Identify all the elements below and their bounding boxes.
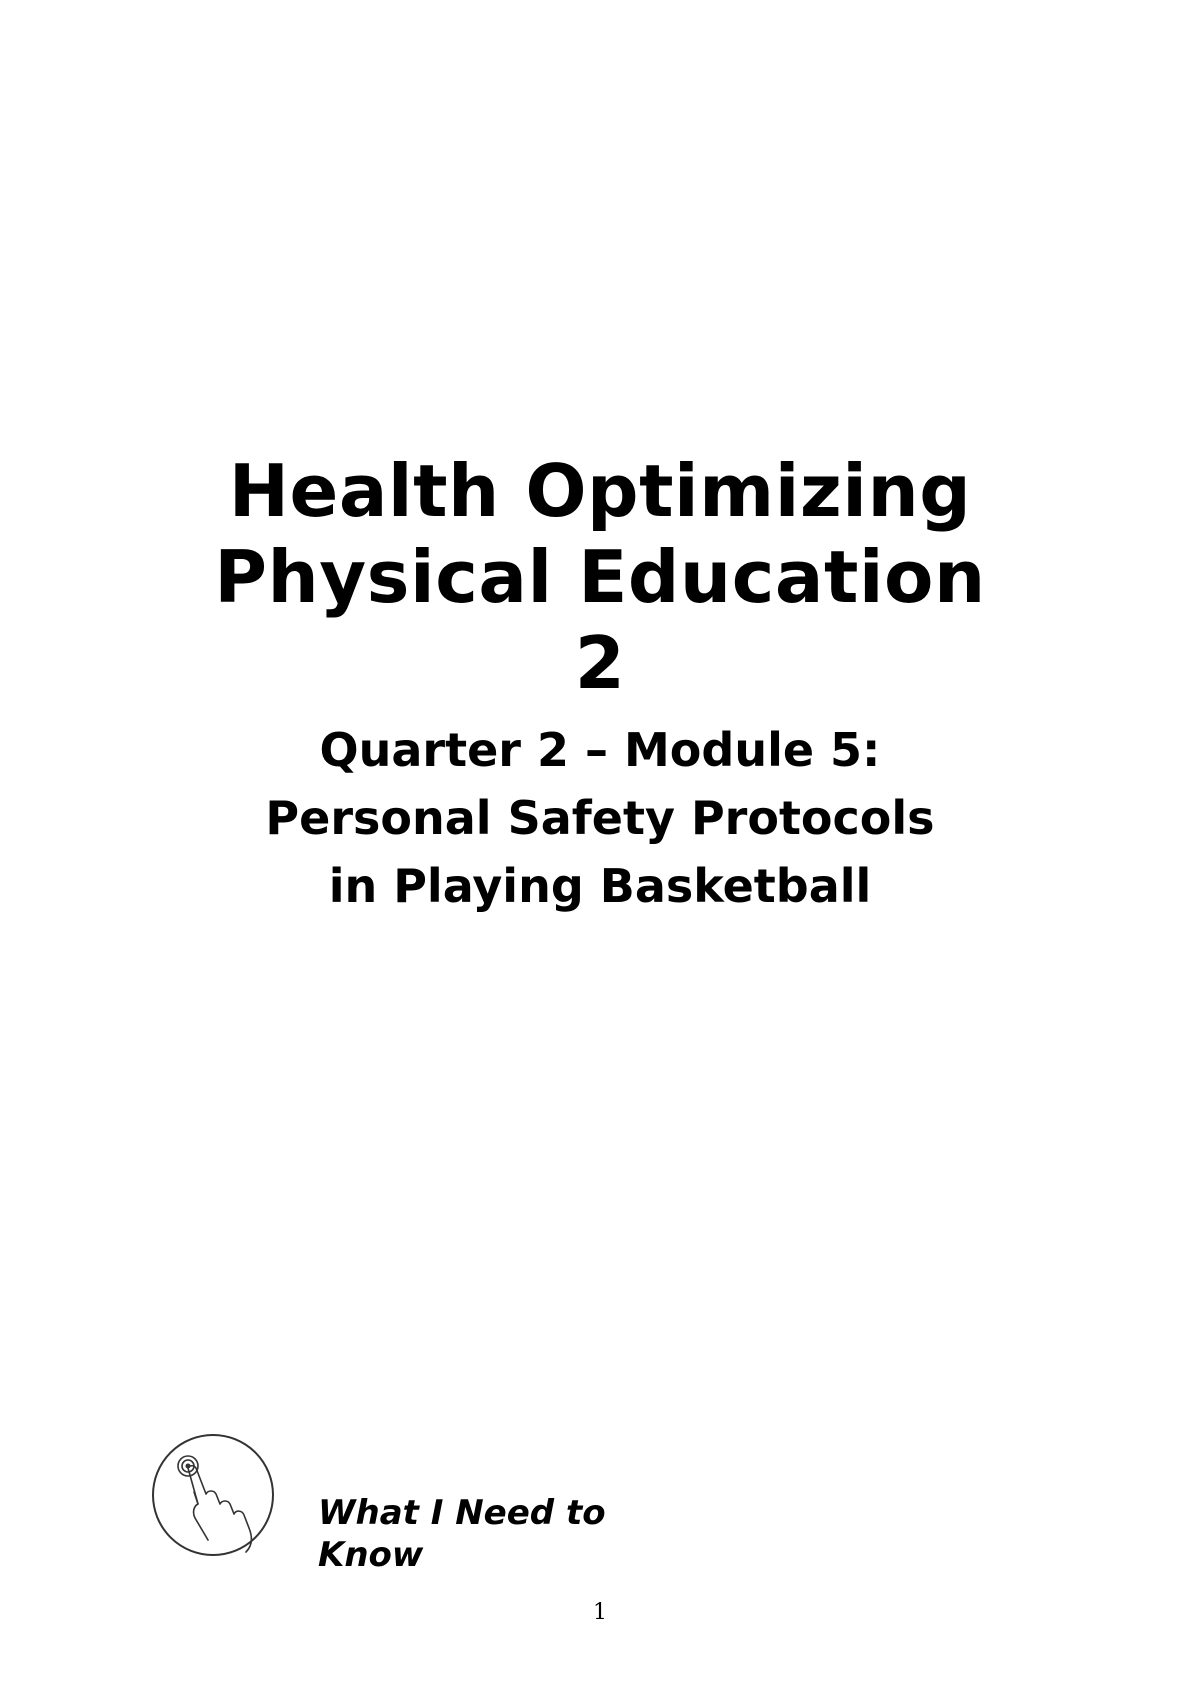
pointing-hand-icon bbox=[150, 1432, 276, 1558]
page-number: 1 bbox=[593, 1600, 607, 1625]
subtitle-line-3: in Playing Basketball bbox=[328, 859, 872, 913]
section-title-line-2: Know bbox=[318, 1535, 424, 1575]
main-title-line-2: Physical Education bbox=[214, 535, 986, 619]
main-title bbox=[0, 448, 1200, 706]
title-block bbox=[0, 448, 1200, 920]
module-subtitle bbox=[0, 716, 1200, 920]
main-title-line-1: Health Optimizing bbox=[228, 449, 972, 533]
section-title bbox=[318, 1492, 606, 1576]
subtitle-line-1: Quarter 2 – Module 5: bbox=[319, 723, 881, 777]
section-title-line-1: What I Need to bbox=[318, 1493, 606, 1533]
subtitle-line-2: Personal Safety Protocols bbox=[265, 791, 935, 845]
section-header bbox=[150, 1432, 750, 1582]
main-title-line-3: 2 bbox=[574, 621, 626, 705]
